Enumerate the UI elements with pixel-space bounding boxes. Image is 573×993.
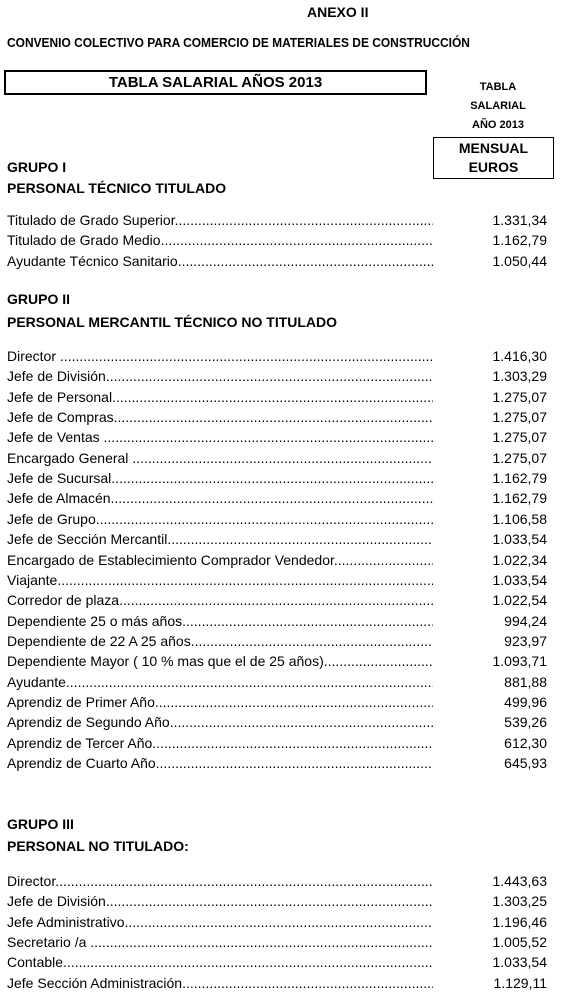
job-title: Contable ..... xyxy=(7,952,433,972)
side-label xyxy=(445,78,551,135)
salary-row xyxy=(7,550,547,570)
salary-row xyxy=(7,871,547,891)
monthly-salary: 1.275,07 xyxy=(492,388,547,405)
monthly-salary: 1.022,34 xyxy=(492,551,547,568)
salary-row xyxy=(7,570,547,590)
group-subtitle: PERSONAL MERCANTIL TÉCNICO NO TITULADO xyxy=(7,314,338,330)
monthly-salary: 1.129,11 xyxy=(493,974,547,991)
job-title: Corredor de plaza ..... xyxy=(7,590,433,610)
job-title: Jefe Administrativo ..... xyxy=(7,912,433,932)
monthly-salary: 1.033,54 xyxy=(492,571,547,588)
monthly-salary: 1.275,07 xyxy=(492,449,547,466)
monthly-salary: 1.033,54 xyxy=(492,531,547,548)
job-title: Aprendiz de Primer Año ..... xyxy=(7,692,433,712)
monthly-salary: 994,24 xyxy=(504,612,547,629)
group-title: GRUPO III xyxy=(7,816,74,832)
monthly-salary: 1.005,52 xyxy=(492,934,547,951)
salary-row xyxy=(7,509,547,529)
monthly-salary: 1.275,07 xyxy=(492,409,547,426)
annex-title: ANEXO II xyxy=(307,4,369,20)
salary-row xyxy=(7,891,547,911)
monthly-salary: 923,97 xyxy=(504,632,547,649)
monthly-salary: 1.162,79 xyxy=(492,490,547,507)
group-subtitle: PERSONAL NO TITULADO: xyxy=(7,838,189,854)
monthly-salary: 1.106,58 xyxy=(492,510,547,527)
job-title: Dependiente de 22 A 25 años ..... xyxy=(7,631,433,651)
monthly-salary: 645,93 xyxy=(504,755,547,771)
side-label-line-2: SALARIAL xyxy=(470,100,526,112)
salary-row xyxy=(7,672,547,692)
monthly-salary: 1.050,44 xyxy=(492,252,547,269)
salary-row xyxy=(7,753,547,773)
job-title: Dependiente Mayor ( 10 % mas que el de 25 años) ..... xyxy=(7,651,433,671)
salary-row xyxy=(7,590,547,610)
job-title: Director ..... xyxy=(7,871,433,891)
group-subtitle: PERSONAL TÉCNICO TITULADO xyxy=(7,180,227,196)
salary-row xyxy=(7,230,547,250)
salary-row xyxy=(7,387,547,407)
salary-row xyxy=(7,448,547,468)
job-title: Jefe de Sección Mercantil ..... xyxy=(7,529,433,549)
job-title: Jefe de División ..... xyxy=(7,891,433,911)
job-title: Aprendiz de Cuarto Año ..... xyxy=(7,753,433,773)
job-title: Aprendiz de Tercer Año ..... xyxy=(7,733,433,753)
salary-row xyxy=(7,651,547,671)
salary-row xyxy=(7,427,547,447)
salary-row xyxy=(7,407,547,427)
monthly-salary: 1.331,34 xyxy=(492,212,547,228)
side-label-line-1: TABLA xyxy=(479,81,517,93)
salary-row xyxy=(7,346,547,366)
job-title: Viajante ..... xyxy=(7,570,433,590)
job-title: Jefe de Grupo ..... xyxy=(7,509,433,529)
monthly-salary: 1.416,30 xyxy=(492,348,547,364)
salary-row xyxy=(7,973,547,993)
monthly-salary: 1.162,79 xyxy=(492,470,547,487)
job-title: Jefe de Ventas ..... xyxy=(7,427,433,447)
job-title: Jefe de Personal ..... xyxy=(7,387,433,407)
column-header-euros: EUROS xyxy=(468,159,519,175)
salary-row xyxy=(7,952,547,972)
job-title: Titulado de Grado Medio ..... xyxy=(7,230,433,250)
column-header-mensual: MENSUAL xyxy=(458,140,529,156)
monthly-salary: 1.162,79 xyxy=(492,232,547,249)
monthly-salary: 1.033,54 xyxy=(492,954,547,971)
job-title: Aprendiz de Segundo Año ..... xyxy=(7,712,433,732)
group-title: GRUPO I xyxy=(7,159,67,175)
salary-row xyxy=(7,912,547,932)
salary-row xyxy=(7,488,547,508)
table-title: TABLA SALARIAL AÑOS 2013 xyxy=(4,70,427,95)
salary-row xyxy=(7,366,547,386)
group-title: GRUPO II xyxy=(7,291,71,307)
monthly-salary: 539,26 xyxy=(504,714,547,731)
monthly-salary: 1.303,29 xyxy=(492,368,547,385)
column-header-box xyxy=(433,137,554,179)
salary-row xyxy=(7,692,547,712)
job-title: Jefe de Almacén ..... xyxy=(7,488,433,508)
job-title: Encargado de Establecimiento Comprador Vendedor ..... xyxy=(7,550,433,570)
job-title: Dependiente 25 o más años ..... xyxy=(7,611,433,631)
salary-row xyxy=(7,251,547,271)
job-title: Jefe de Sucursal ..... xyxy=(7,468,433,488)
monthly-salary: 1.022,54 xyxy=(492,592,547,609)
salary-row xyxy=(7,611,547,631)
monthly-salary: 881,88 xyxy=(504,673,547,690)
convenio-title: CONVENIO COLECTIVO PARA COMERCIO DE MATERIALES DE CONSTRUCCIÓN xyxy=(7,35,470,50)
job-title: Jefe de División ..... xyxy=(7,366,433,386)
monthly-salary: 1.196,46 xyxy=(492,913,547,930)
side-label-line-3: AÑO 2013 xyxy=(472,119,524,131)
monthly-salary: 1.275,07 xyxy=(492,429,547,446)
monthly-salary: 612,30 xyxy=(504,734,547,751)
job-title: Jefe de Compras ..... xyxy=(7,407,433,427)
job-title: Director ..... xyxy=(7,346,433,366)
job-title: Encargado General ..... xyxy=(7,448,433,468)
job-title: Jefe Sección Administración ..... xyxy=(7,973,433,993)
salary-row xyxy=(7,468,547,488)
monthly-salary: 499,96 xyxy=(504,693,547,710)
job-title: Titulado de Grado Superior ..... xyxy=(7,210,433,230)
monthly-salary: 1.443,63 xyxy=(492,873,547,889)
job-title: Ayudante ..... xyxy=(7,672,433,692)
salary-row xyxy=(7,733,547,753)
salary-row xyxy=(7,210,547,230)
job-title: Ayudante Técnico Sanitario ..... xyxy=(7,251,433,271)
salary-row xyxy=(7,712,547,732)
monthly-salary: 1.303,25 xyxy=(492,893,547,910)
job-title: Secretario /a ..... xyxy=(7,932,433,952)
salary-row xyxy=(7,631,547,651)
salary-row xyxy=(7,932,547,952)
salary-row xyxy=(7,529,547,549)
monthly-salary: 1.093,71 xyxy=(492,653,547,670)
